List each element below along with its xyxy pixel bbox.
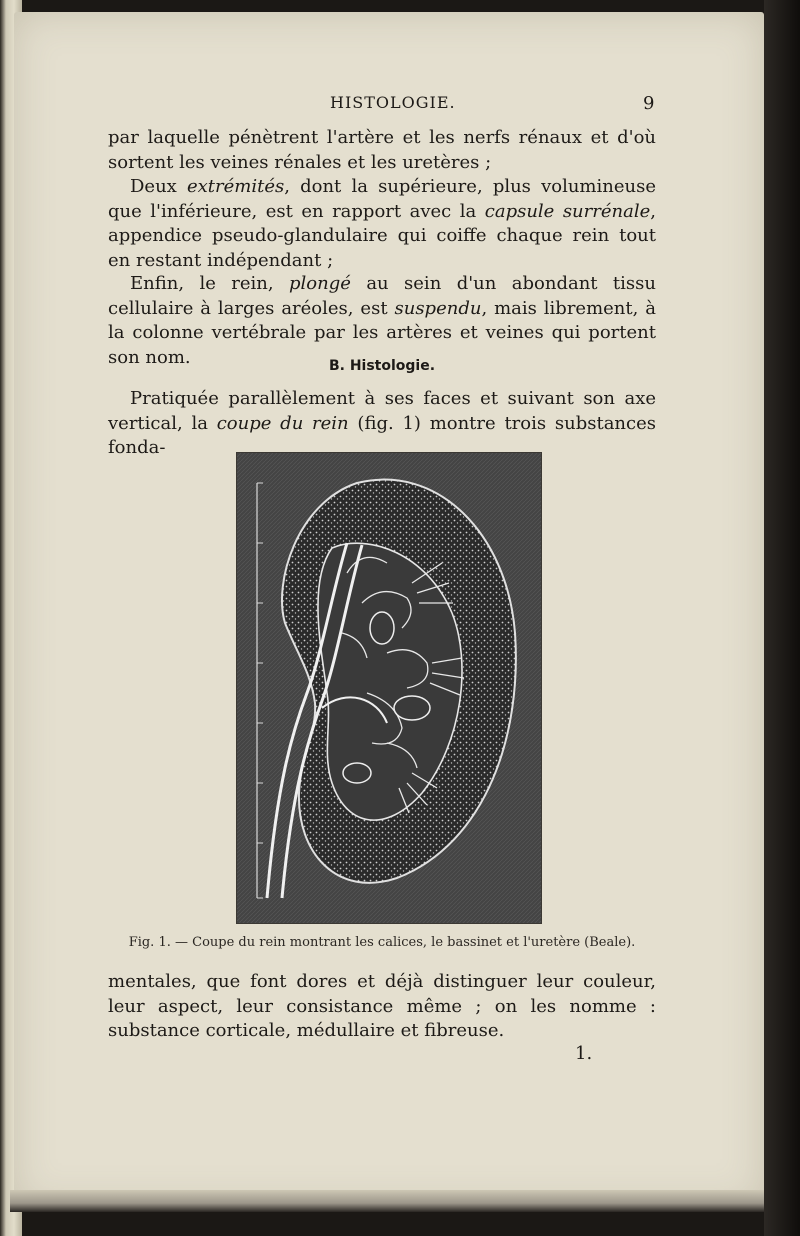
signature-mark: 1. bbox=[575, 1043, 593, 1064]
paragraph-4 bbox=[108, 387, 656, 461]
running-head: HISTOLOGIE. bbox=[330, 93, 456, 112]
paragraph-4-text-b: (fig. 1) montre trois substances fonda- bbox=[108, 412, 656, 458]
page-bottom-edge bbox=[10, 1190, 770, 1212]
paragraph-4-emphasis-1: coupe du rein bbox=[216, 412, 349, 434]
paragraph-2-text-b: , dont la supérieure, plus volumineuse que l'inférieure, est en rapport avec la bbox=[108, 176, 656, 222]
page-number: 9 bbox=[643, 93, 655, 114]
kidney-section-engraving bbox=[236, 452, 542, 924]
scan-background bbox=[764, 0, 800, 1236]
paragraph-3-emphasis-2: suspendu bbox=[394, 297, 482, 319]
paragraph-4-text-a: Pratiquée parallèlement à ses faces et suivant son axe vertical, la bbox=[108, 388, 656, 434]
paragraph-2-text-a: Deux bbox=[130, 176, 187, 197]
paragraph-5 bbox=[108, 970, 656, 1044]
paragraph-5-text: mentales, que font dores et déjà distinguer leur couleur, leur aspect, leur consistance même ; on les nomme : substance corticale, médullaire et fibreuse. bbox=[108, 971, 656, 1041]
paragraph-2-emphasis-1: extrémités bbox=[186, 176, 285, 197]
kidney-illustration bbox=[237, 453, 541, 923]
paragraph-2-emphasis-2: capsule surrénale bbox=[484, 200, 651, 222]
paragraph-3-text-c: , mais librement, à la colonne vertébrale par les artères et veines qui portent son nom. bbox=[108, 297, 656, 368]
paragraph-3 bbox=[108, 272, 656, 370]
paragraph-2-text-c: , appendice pseudo-glandulaire qui coiffe chaque rein tout en restant indépendant ; bbox=[108, 200, 656, 271]
figure-caption: Fig. 1. — Coupe du rein montrant les calices, le bassinet et l'uretère (Beale). bbox=[128, 935, 636, 950]
paragraph-1 bbox=[108, 126, 656, 175]
paragraph-3-text-b: au sein d'un abondant tissu cellulaire à larges aréoles, est bbox=[108, 273, 656, 319]
paragraph-3-emphasis-1: plongé bbox=[289, 273, 351, 294]
section-heading: B. Histologie. bbox=[328, 358, 436, 374]
paragraph-1-text: par laquelle pénètrent l'artère et les nerfs rénaux et d'où sortent les veines rénales et les uretères ; bbox=[108, 127, 656, 173]
paragraph-3-text-a: Enfin, le rein, bbox=[130, 273, 290, 294]
paragraph-2 bbox=[108, 175, 656, 273]
